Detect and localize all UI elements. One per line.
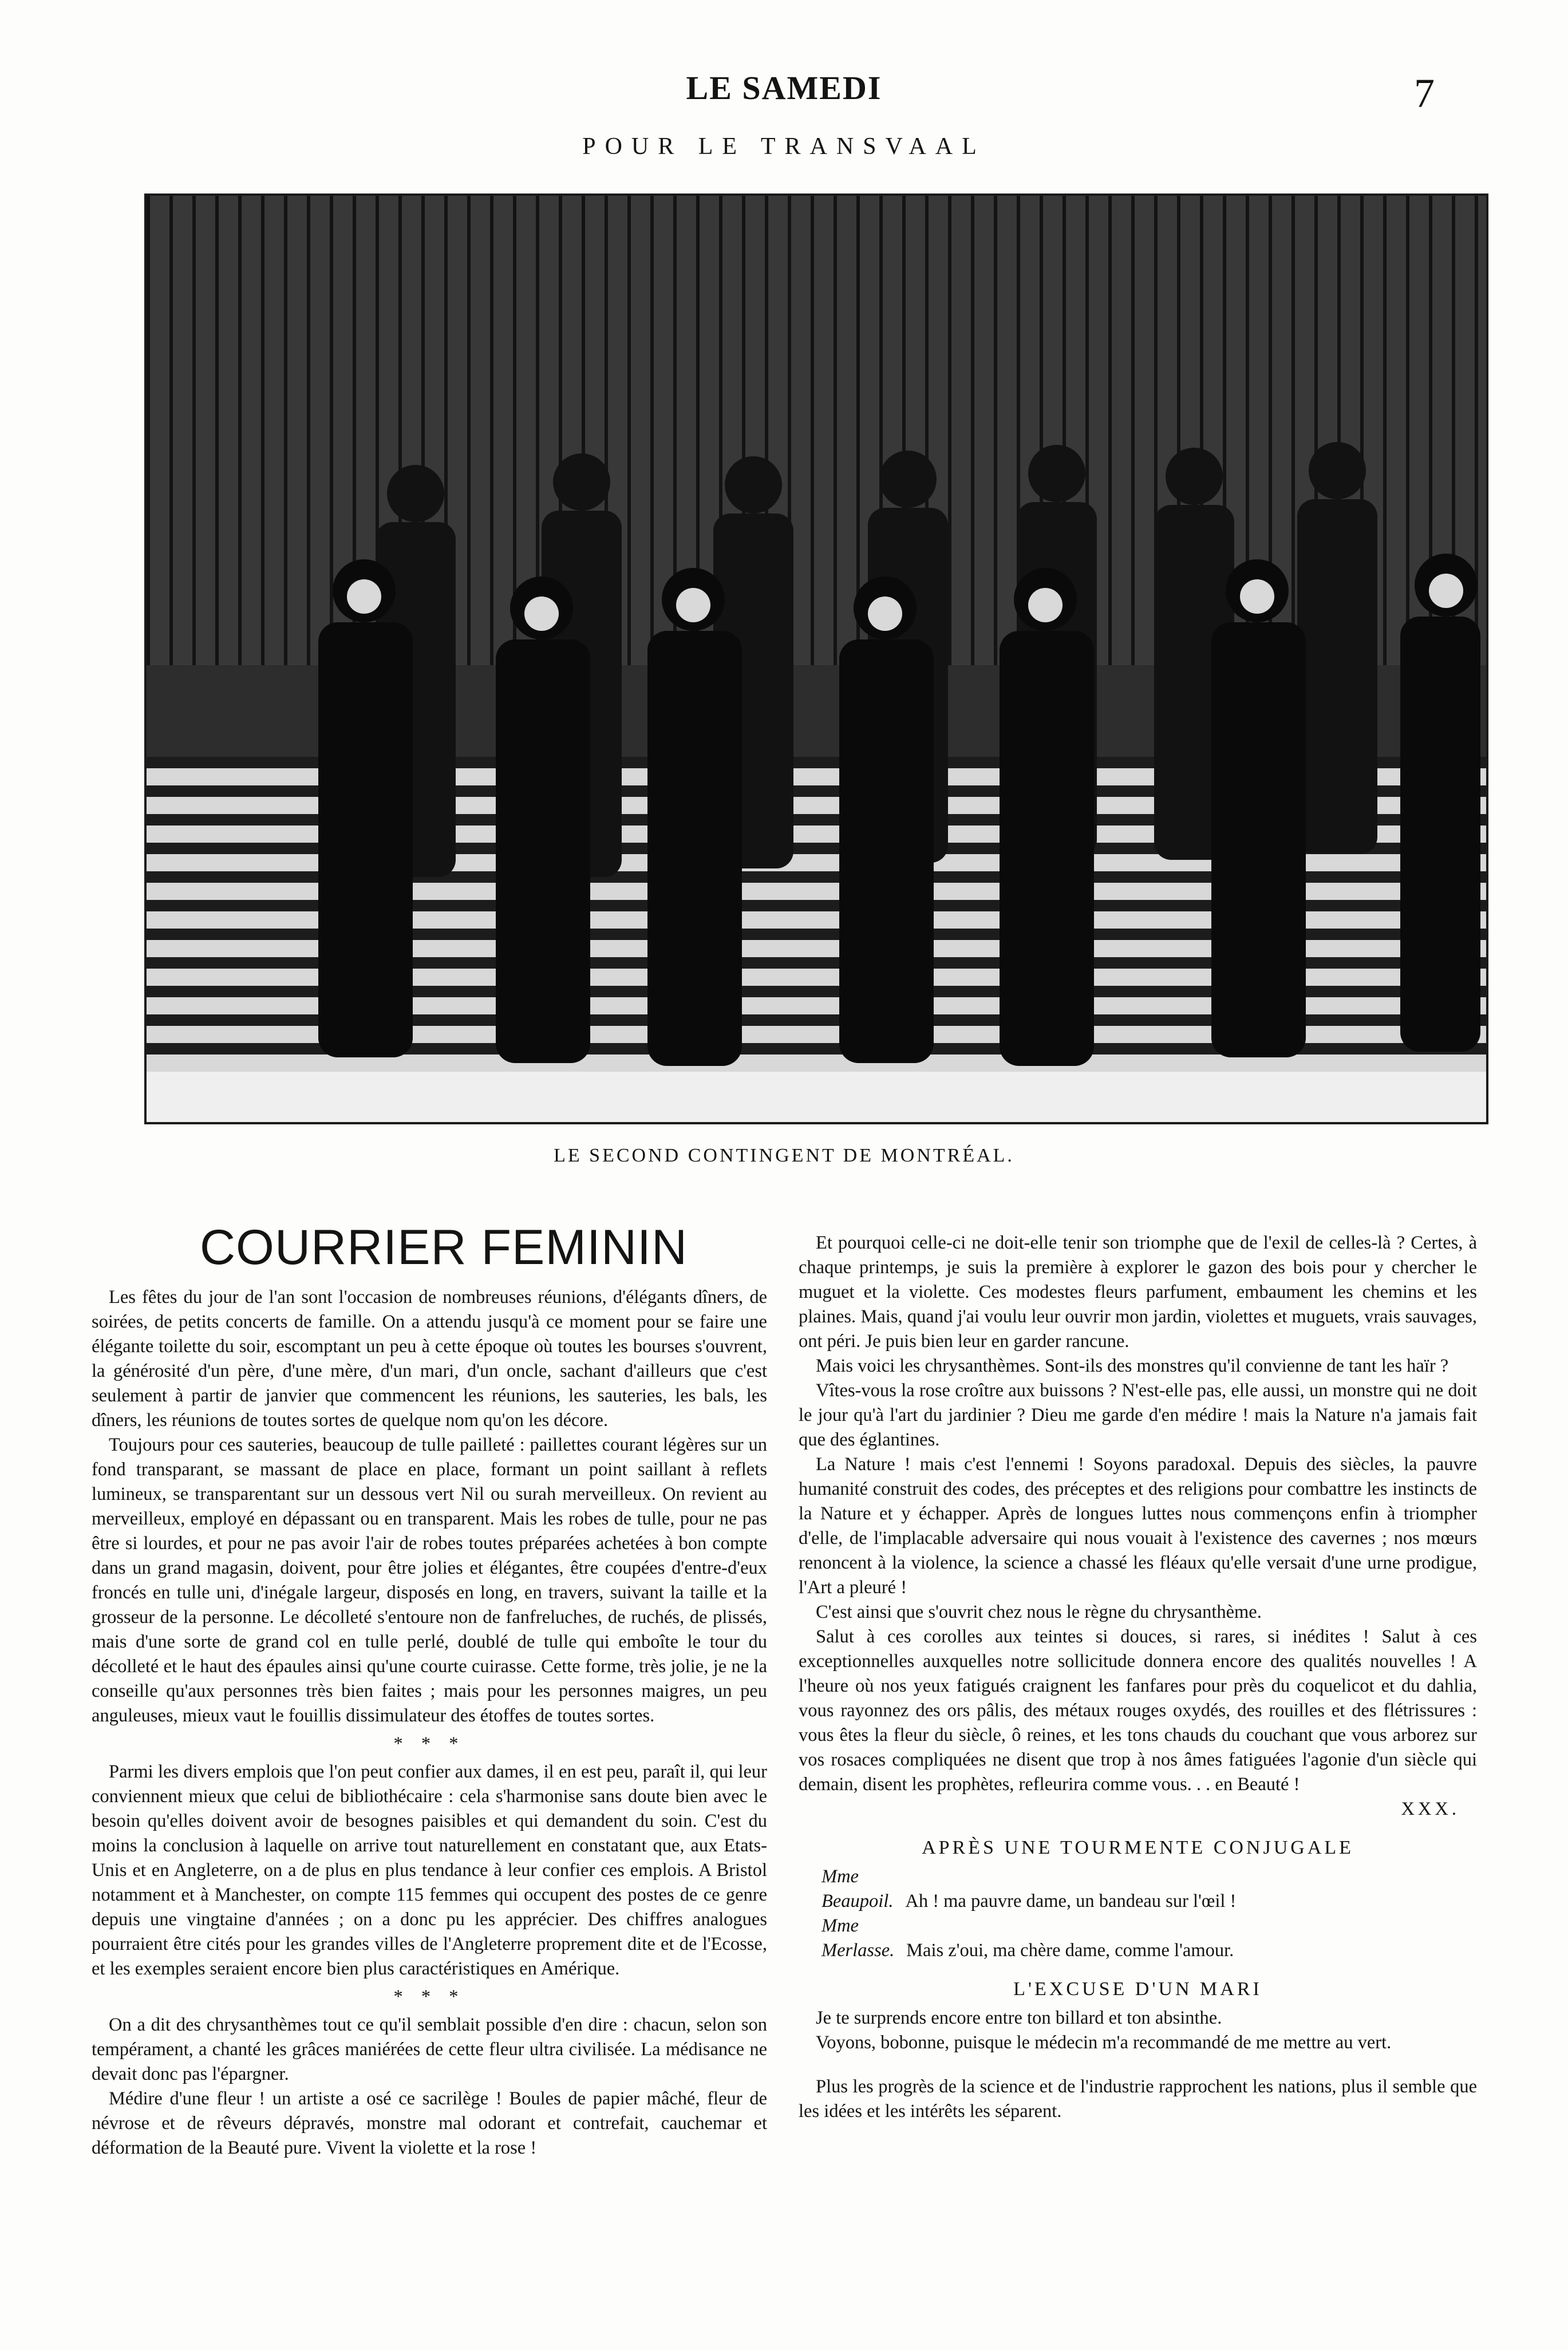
photo-illustration (147, 196, 1486, 1122)
section-subhead: POUR LE TRANSVAAL (582, 133, 986, 160)
article-paragraph: Les fêtes du jour de l'an sont l'occasion de nombreuses réunions, d'élégants dîners, de soirées, de petits concerts de famille. On a attendu jusqu'à ce moment pour se faire une élégante toilette du soir, escomptant un peu à cette époque où toutes les bourses s'ouvrent, la générosité d'un père, d'une mère, d'un mari, d'un oncle, sachant d'ailleurs que c'est seulement à partir de janvier que commencent les réunions, les sauteries, les bals, les dîners, les réunions de toutes sortes de quelque nom qu'on les décore. (92, 1287, 767, 1431)
article-column-right (799, 1231, 1477, 2124)
page-number: 7 (1414, 70, 1435, 116)
article-signature: XXX. (1401, 1799, 1460, 1819)
article-paragraph: Mais voici les chrysanthèmes. Sont-ils des monstres qu'il convienne de tant les haïr ? (816, 1356, 1449, 1376)
article-paragraph: Médire d'une fleur ! un artiste a osé ce sacrilège ! Boules de papier mâché, fleur de névrose et de rêveurs dépravés, monstre mal odorant et contrefait, cauchemar et déformation de la Beauté pure. Vivent la violette et la rose ! (92, 2088, 767, 2158)
anecdote-paragraph: Je te surprends encore entre ton billard et ton absinthe. (816, 2008, 1222, 2028)
article-paragraph: On a dit des chrysanthèmes tout ce qu'il semblait possible d'en dire : chacun, selon son tempérament, a chanté les grâces maniérées de cette fleur ultra civilisée. La médisance ne devait donc pas l'épargner. (92, 2015, 767, 2084)
group-photograph (144, 193, 1488, 1124)
dialog-line (799, 1914, 1477, 1963)
closing-maxim: Plus les progrès de la science et de l'industrie rapprochent les nations, plus il semble que les idées et les intérêts les séparent. (799, 2076, 1477, 2122)
article-paragraph: Vîtes-vous la rose croître aux buissons ? N'est-elle pas, elle aussi, un monstre qui ne doit le jour qu'à l'art du jardinier ? Dieu me garde d'en médire ! mais la Nature n'a jamais fait que des églantines. (799, 1380, 1477, 1450)
article-column-left (92, 1285, 767, 2161)
article-paragraph: Parmi les divers emplois que l'on peut confier aux dames, il en est peu, paraît il, qui leur conviennent mieux que celui de bibliothécaire : cela s'harmonise sans doute bien avec le besoin qu'elles doivent avoir de besognes paisibles et qui demandent du soin. C'est du moins la conclusion à laquelle on arrive tout naturellement en constatant que, aux Etats-Unis et en Angleterre, on a de plus en plus tendance à leur confier ces emplois. A Bristol notamment et à Manchester, on compte 115 femmes qui occupent des postes de ce genre depuis une vingtaine d'années ; on a donc pu les apprécier. Des chiffres analogues pourraient être cités pour les grandes villes de l'Angleterre proprement dite et de l'Ecosse, et les exemples seraient encore bien plus caractéristiques en Amérique. (92, 1761, 767, 1979)
article-title: COURRIER FEMININ (199, 1220, 688, 1275)
anecdote-title: L'EXCUSE D'UN MARI (1013, 1978, 1262, 2000)
anecdote-title: APRÈS UNE TOURMENTE CONJUGALE (922, 1837, 1354, 1858)
speaker: Mme Merlasse. (821, 1915, 895, 1961)
masthead: LE SAMEDI (686, 69, 882, 106)
section-separator: * * * (393, 1986, 465, 2007)
anecdote-paragraph: Voyons, bobonne, puisque le médecin m'a recommandé de me mettre au vert. (816, 2032, 1392, 2053)
dialog-text: Ah ! ma pauvre dame, un bandeau sur l'œil ! (905, 1891, 1237, 1911)
article-paragraph: Salut à ces corolles aux teintes si douces, si rares, si inédites ! Salut à ces exceptionnelles auxquelles notre sollicitude donnera encore des qualités nouvelles ! A l'heure où nos yeux fatigués craignent les fanfares pour près du coquelicot et du dahlia, vous rayonnez des ors pâlis, des métaux rouges oxydés, des rouilles et des flétrissures : vous êtes la fleur du siècle, ô reines, et les tons chauds du couchant que vous arborez sur vos rosaces compliquées ne disent que trop à nos âmes fatiguées l'agonie d'un siècle qui demain, disent les prophètes, refleurira comme vous. . . en Beauté ! (799, 1626, 1477, 1795)
article-paragraph: Et pourquoi celle-ci ne doit-elle tenir son triomphe que de l'exil de celles-là ? Certes, à chaque printemps, je suis la première à explorer le gazon des bois pour y chercher le muguet et la violette. Ces modestes fleurs parfument, embaument les chemins et les plaines. Mais, quand j'ai voulu leur ouvrir mon jardin, violettes et muguets, vrais sauvages, ont péri. Je puis bien leur en garder rancune. (799, 1233, 1477, 1352)
photo-caption: LE SECOND CONTINGENT DE MONTRÉAL. (554, 1145, 1014, 1166)
dialog-text: Mais z'oui, ma chère dame, comme l'amour. (906, 1940, 1234, 1961)
article-paragraph: Toujours pour ces sauteries, beaucoup de tulle pailleté : paillettes courant légères sur un fond transparant, se massant de place en place, formant un point saillant à reflets lumineux, se transparentant sur un dessous vert Nil ou surah merveilleux. On revient au merveilleux, employé en dépassant ou en transparent. Mais les robes de tulle, pour ne pas être si lourdes, et pour ne pas avoir l'air de robes toutes préparées achetées à bon compte dans un grand magasin, doivent, pour être jolies et élégantes, être coupées d'entre-d'eux froncés en tulle uni, d'inégale largeur, disposés en long, en travers, suivant la taille et la grosseur de la personne. Le décolleté s'entoure non de fanfreluches, de ruchés, de plissés, mais d'une sorte de grand col en tulle perlé, doublé de tulle qui emboîte le tour du décolleté et le haut des épaules ainsi qu'une courte cuirasse. Cette forme, très jolie, je ne la conseille qu'aux personnes très bien faites ; mais pour les personnes maigres, un peu anguleuses, mieux vaut le fouillis dissimulateur des étoffes de toutes sortes. (92, 1435, 767, 1726)
article-paragraph: C'est ainsi que s'ouvrit chez nous le règne du chrysanthème. (816, 1602, 1262, 1622)
section-separator: * * * (393, 1733, 465, 1754)
dialog-line (799, 1865, 1477, 1914)
speaker: Mme Beaupoil. (821, 1866, 894, 1911)
article-paragraph: La Nature ! mais c'est l'ennemi ! Soyons paradoxal. Depuis des siècles, la pauvre humanité construit des codes, des préceptes et des religions pour combattre les instincts de la Nature et y échapper. Après de longues luttes nous commençons enfin à triompher d'elle, de l'implacable adversaire qui nous vouait à l'existence des cavernes ; nos mœurs renoncent à la violence, la science a chassé les fléaux qu'elle versait d'une urne prodigue, l'Art a pleuré ! (799, 1454, 1477, 1598)
